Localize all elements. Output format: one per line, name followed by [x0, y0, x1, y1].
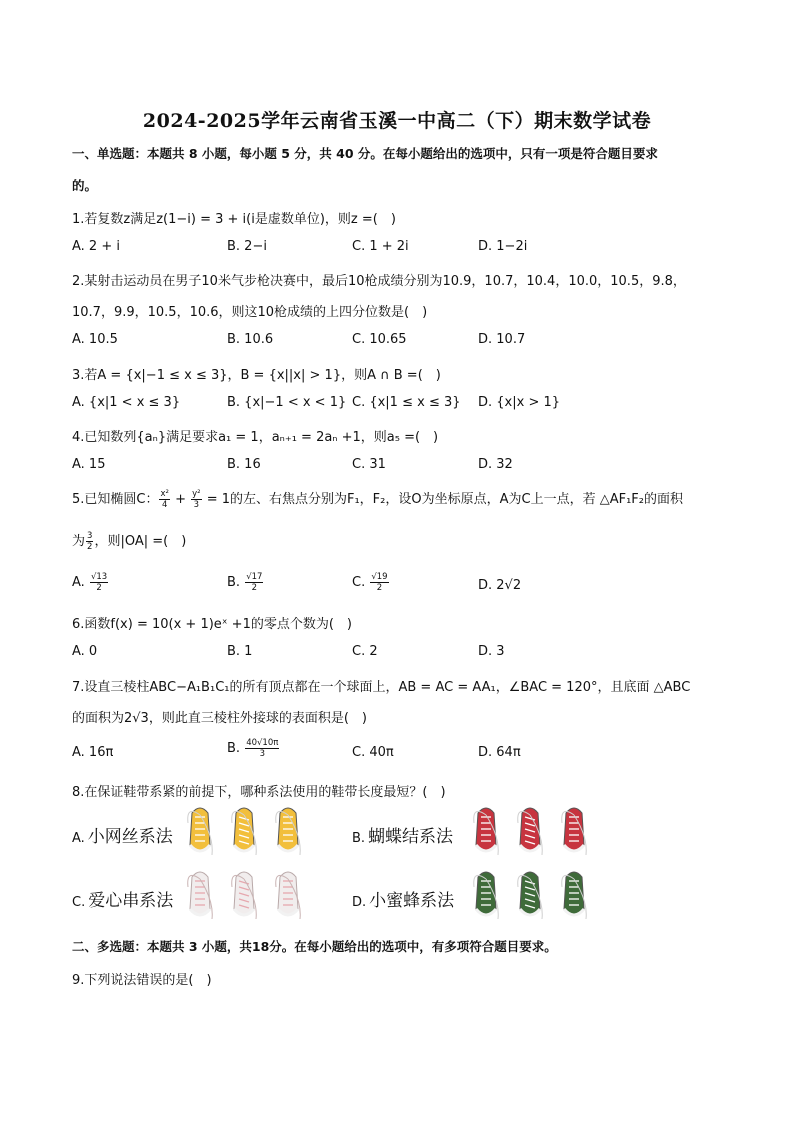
q3-option-b: B. {x|−1 < x < 1}	[227, 395, 347, 410]
sneaker	[232, 872, 257, 919]
shoe-image-c	[180, 867, 310, 925]
q5-option-a: A. $\frac{√13}{2}$	[72, 572, 108, 593]
q6-option-b: B. 1	[227, 644, 253, 659]
q8-option-d: D. 小蜜蜂系法	[352, 891, 455, 911]
q5-option-c: C. $\frac{√19}{2}$	[352, 572, 388, 593]
q7-option-a: A. 16π	[72, 745, 114, 760]
q8-option-a: A. 小网丝系法	[72, 827, 173, 847]
q5-option-b: B. $\frac{√17}{2}$	[227, 572, 263, 593]
q1-option-a: A. 2 + i	[72, 239, 120, 254]
question-6-stem: 6.函数f(x) = 10(x + 1)eˣ +1的零点个数为( )	[72, 617, 352, 632]
question-5-stem: 5.已知椭圆C： $\frac{\text{x²}}{4}$ + $\frac{\text{y²}}{3}$ = 1的左、右焦点分别为F₁，F₂，设O为坐标原点，A为C上一点，若 △AF₁F₂的面积	[72, 489, 683, 510]
q5-option-d: D. 2√2	[478, 578, 522, 593]
area-fraction: $\frac{3}{2}$	[87, 531, 93, 552]
q4-option-d: D. 32	[478, 457, 513, 472]
question-7-stem: 7.设直三棱柱ABC−A₁B₁C₁的所有顶点都在一个球面上，AB = AC = AA₁，∠BAC = 120°，且底面 △ABC	[72, 680, 691, 695]
sneaker	[232, 808, 257, 855]
q8-option-c: C. 爱心串系法	[72, 891, 174, 911]
question-1-stem: 1.若复数z满足z(1−i) = 3 + i(i是虚数单位)，则z =( )	[72, 212, 396, 227]
q6-option-c: C. 2	[352, 644, 378, 659]
q2-option-c: C. 10.65	[352, 332, 407, 347]
q2-option-b: B. 10.6	[227, 332, 274, 347]
q3-option-a: A. {x|1 < x ≤ 3}	[72, 395, 181, 410]
question-3-stem: 3.若A = {x|−1 ≤ x ≤ 3}，B = {x||x| > 1}，则A ∩ B =( )	[72, 368, 441, 383]
question-4-stem: 4.已知数列{aₙ}满足要求a₁ = 1，aₙ₊₁ = 2aₙ +1，则a₅ =( )	[72, 430, 439, 445]
sneaker	[276, 872, 301, 919]
section-1-heading-cont: 的。	[72, 178, 98, 193]
q1-option-c: C. 1 + 2i	[352, 239, 409, 254]
question-2-stem-cont: 10.7，9.9，10.5，10.6，则这10枪成绩的上四分位数是( )	[72, 305, 428, 320]
q7-option-c: C. 40π	[352, 745, 394, 760]
q3-option-d: D. {x|x > 1}	[478, 395, 561, 410]
ellipse-y-fraction: $\frac{\text{y²}}{3}$	[192, 489, 201, 510]
question-5-stem-cont: 为 $\frac{3}{2}$ ，则|OA| =( )	[72, 531, 187, 552]
question-7-stem-cont: 的面积为2√3，则此直三棱柱外接球的表面积是( )	[72, 711, 367, 726]
question-9-stem: 9.下列说法错误的是( )	[72, 973, 212, 988]
q4-option-c: C. 31	[352, 457, 386, 472]
sneaker	[518, 808, 543, 855]
q4-option-b: B. 16	[227, 457, 261, 472]
q1-option-d: D. 1−2i	[478, 239, 528, 254]
shoe-image-a	[180, 803, 310, 861]
q4-option-a: A. 15	[72, 457, 106, 472]
sneaker	[188, 808, 213, 855]
sneaker	[474, 872, 499, 919]
sneaker	[562, 808, 587, 855]
page-title: 2024-2025学年云南省玉溪一中高二（下）期末数学试卷	[142, 110, 652, 132]
q8-option-b: B. 蝴蝶结系法	[352, 827, 454, 847]
q2-option-d: D. 10.7	[478, 332, 526, 347]
question-8-stem: 8.在保证鞋带系紧的前提下，哪种系法使用的鞋带长度最短？( )	[72, 785, 446, 800]
q7-option-d: D. 64π	[478, 745, 521, 760]
sneaker	[518, 872, 543, 919]
section-2-heading: 二、多选题：本题共 3 小题，共18分。在每小题给出的选项中，有多项符合题目要求。	[72, 939, 557, 954]
q6-option-d: D. 3	[478, 644, 505, 659]
sneaker	[474, 808, 499, 855]
ellipse-x-fraction: $\frac{\text{x²}}{4}$	[160, 489, 169, 510]
q6-option-a: A. 0	[72, 644, 98, 659]
question-2-stem: 2.某射击运动员在男子10米气步枪决赛中，最后10枪成绩分别为10.9，10.7，10.4，10.0，10.5，9.8，	[72, 274, 686, 289]
sneaker	[188, 872, 213, 919]
sneaker	[562, 872, 587, 919]
shoe-image-d	[466, 867, 596, 925]
q2-option-a: A. 10.5	[72, 332, 118, 347]
q1-option-b: B. 2−i	[227, 239, 267, 254]
q3-option-c: C. {x|1 ≤ x ≤ 3}	[352, 395, 461, 410]
sneaker	[276, 808, 301, 855]
section-1-heading: 一、单选题：本题共 8 小题，每小题 5 分，共 40 分。在每小题给出的选项中，只有一项是符合题目要求	[72, 146, 658, 161]
q7-option-b: B. $\frac{40√10\pi}{3}$	[227, 738, 279, 759]
shoe-image-b	[466, 803, 596, 861]
